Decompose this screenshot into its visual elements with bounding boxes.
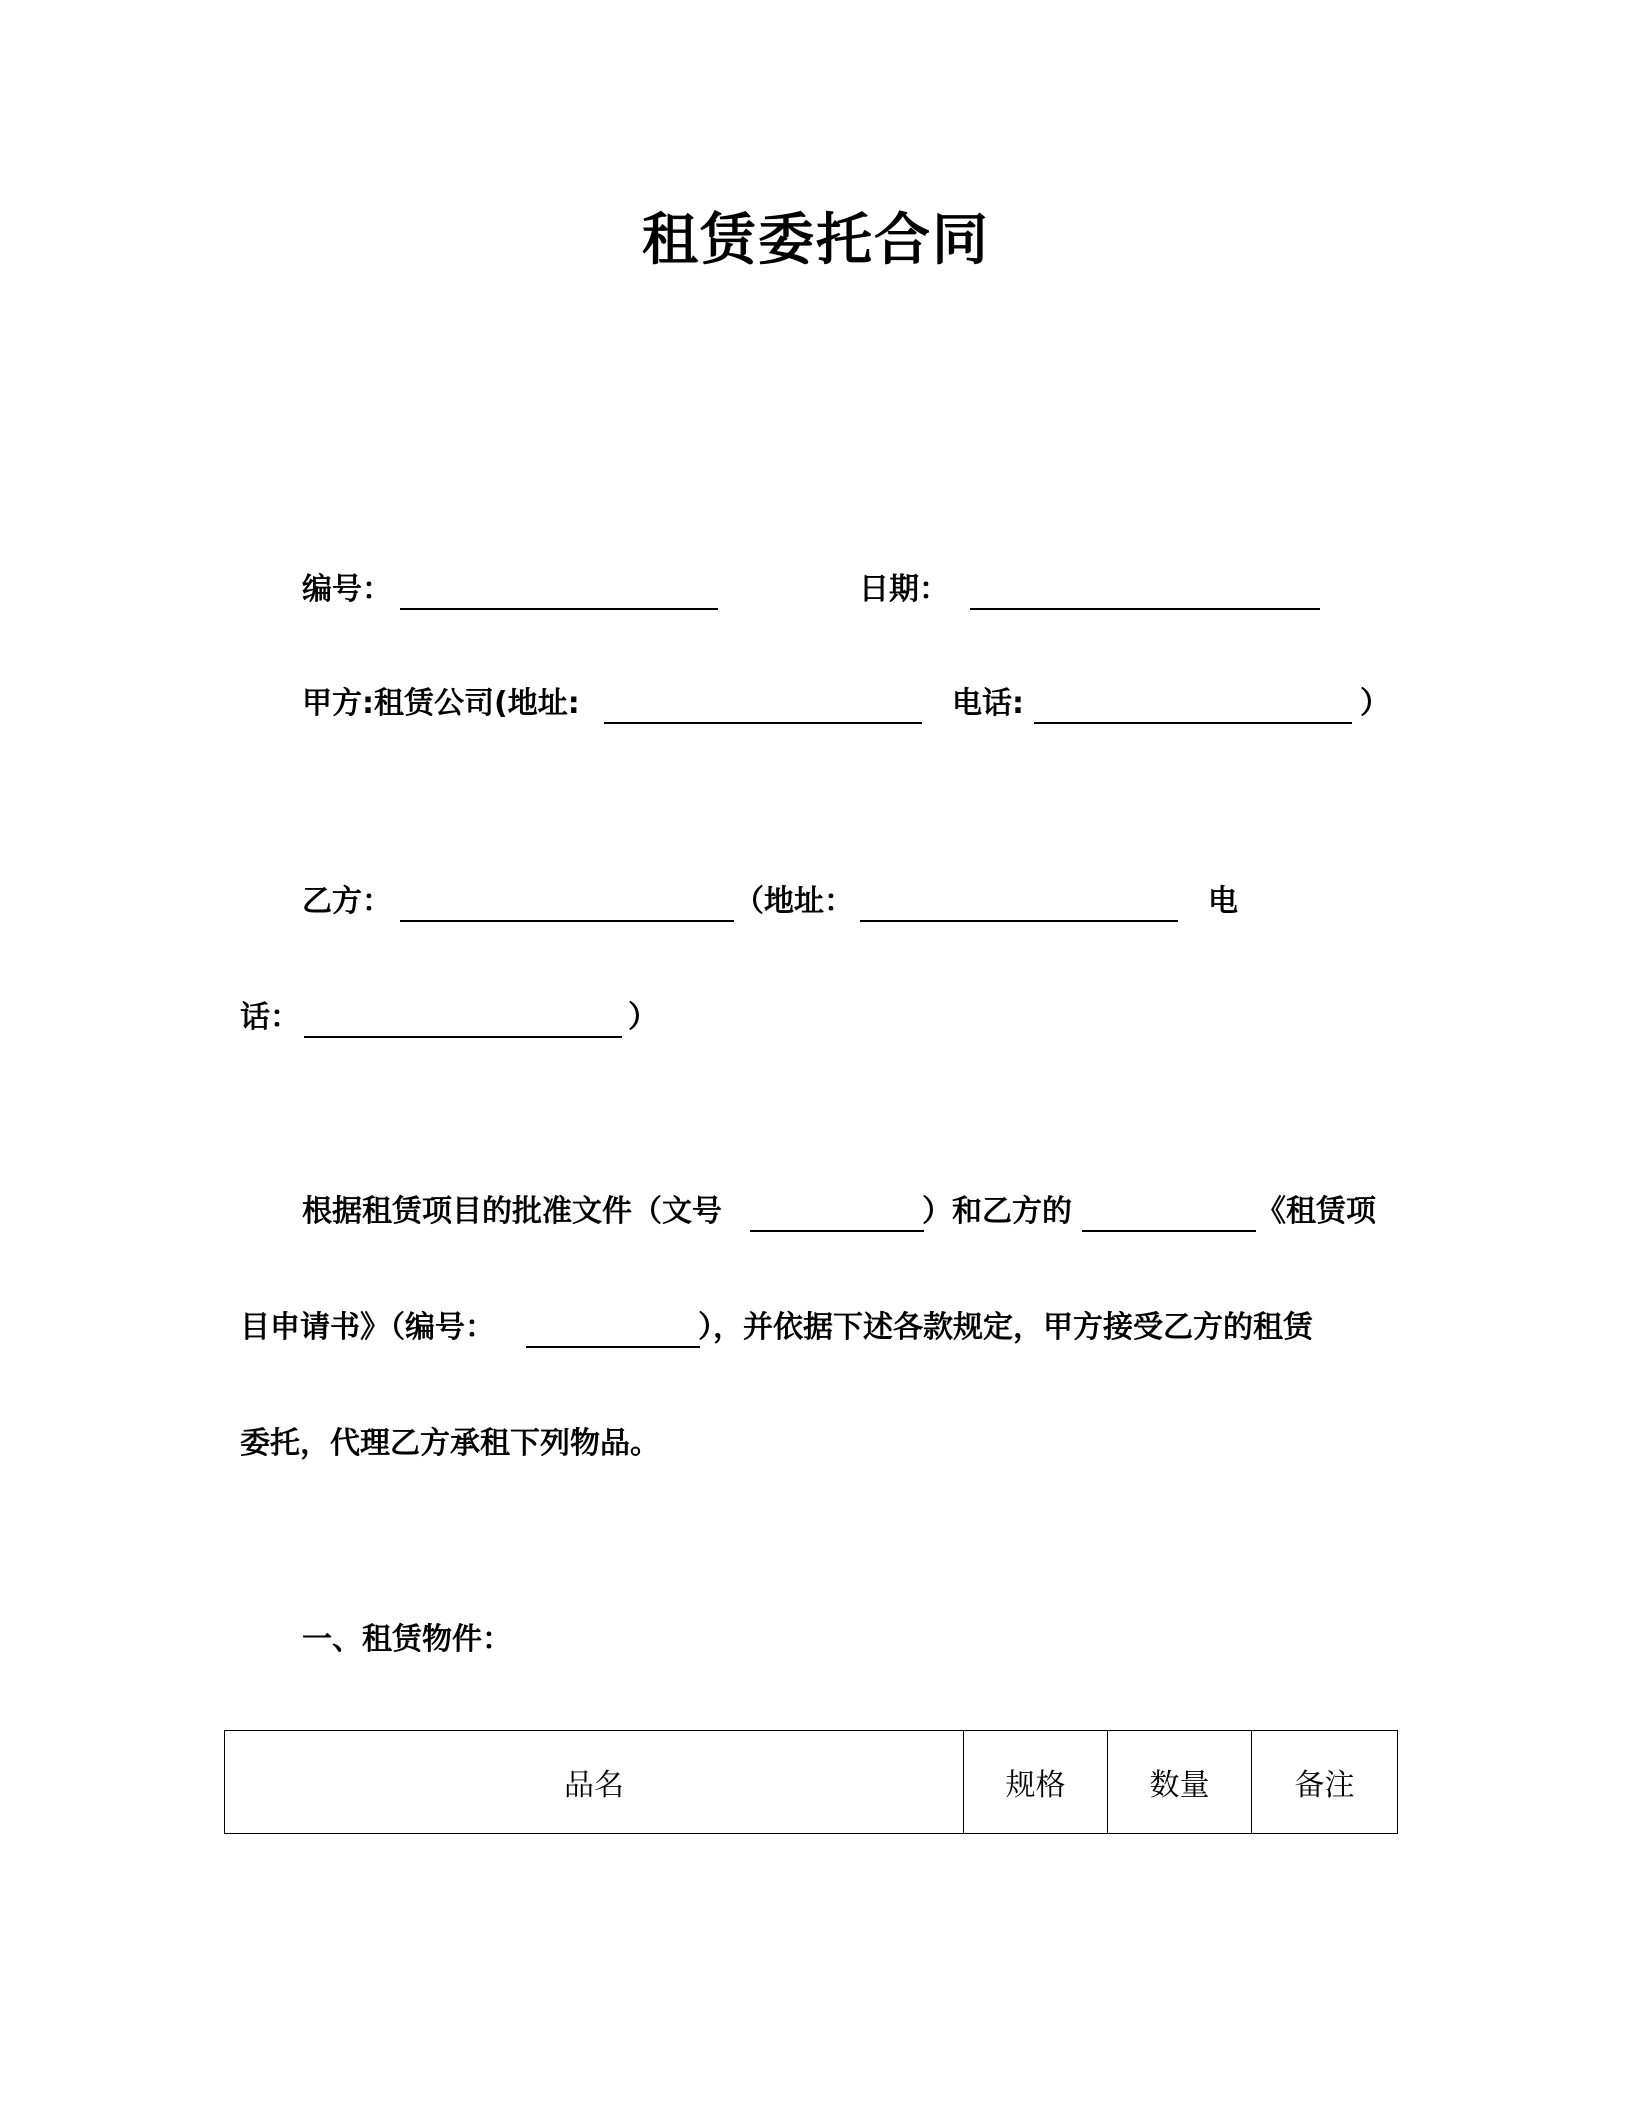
party-a-phone-blank[interactable] <box>1034 684 1352 724</box>
preamble-text-2b: ），并依据下述各款规定，甲方接受乙方的租赁 <box>698 1310 1313 1345</box>
party-a-row <box>302 684 1390 724</box>
party-b-phone-row <box>240 998 740 1038</box>
party-a-label: 甲方:租赁公司(地址: <box>302 686 580 721</box>
date-label: 日期： <box>859 572 949 607</box>
document-title: 租赁委托合同 <box>642 208 990 273</box>
preamble-line-2 <box>240 1308 1400 1348</box>
party-b-address-blank[interactable] <box>860 882 1178 922</box>
section-1-heading <box>302 1620 902 1660</box>
party-b-close-paren: ） <box>628 1000 658 1035</box>
party-b-phone-label-part2: 话： <box>240 1000 300 1035</box>
section-1-heading-text: 一、租赁物件： <box>302 1622 512 1657</box>
table-header-row <box>225 1731 1398 1834</box>
preamble-text-1c: 《租赁项 <box>1256 1194 1376 1229</box>
application-number-blank[interactable] <box>526 1308 700 1348</box>
date-blank[interactable] <box>970 570 1320 610</box>
column-header-spec: 规格 <box>964 1731 1108 1834</box>
preamble-line-1 <box>302 1192 1402 1232</box>
party-b-label: 乙方： <box>302 884 392 919</box>
preamble-line-3 <box>240 1424 1140 1464</box>
party-b-phone-blank[interactable] <box>304 998 622 1038</box>
approval-doc-number-blank[interactable] <box>750 1192 924 1232</box>
party-a-close-paren: ） <box>1360 686 1390 721</box>
column-header-name: 品名 <box>225 1731 964 1834</box>
column-header-quantity: 数量 <box>1108 1731 1252 1834</box>
party-a-phone-label: 电话: <box>952 686 1024 721</box>
number-label: 编号： <box>302 572 392 607</box>
party-b-project-blank[interactable] <box>1082 1192 1256 1232</box>
preamble-text-1b: ）和乙方的 <box>922 1194 1072 1229</box>
party-a-address-blank[interactable] <box>604 684 922 724</box>
party-b-row <box>302 882 1302 922</box>
preamble-text-3: 委托，代理乙方承租下列物品。 <box>240 1426 660 1461</box>
preamble-text-2a: 目申请书》（编号： <box>240 1310 495 1345</box>
preamble-text-1a: 根据租赁项目的批准文件（文号 <box>302 1194 722 1229</box>
number-blank[interactable] <box>400 570 718 610</box>
party-b-name-blank[interactable] <box>400 882 734 922</box>
lease-items-table <box>224 1730 1398 1834</box>
column-header-remarks: 备注 <box>1252 1731 1398 1834</box>
number-date-row <box>302 570 1382 610</box>
party-b-phone-label-part1: 电 <box>1208 884 1238 919</box>
party-b-address-label: （地址： <box>734 884 854 919</box>
